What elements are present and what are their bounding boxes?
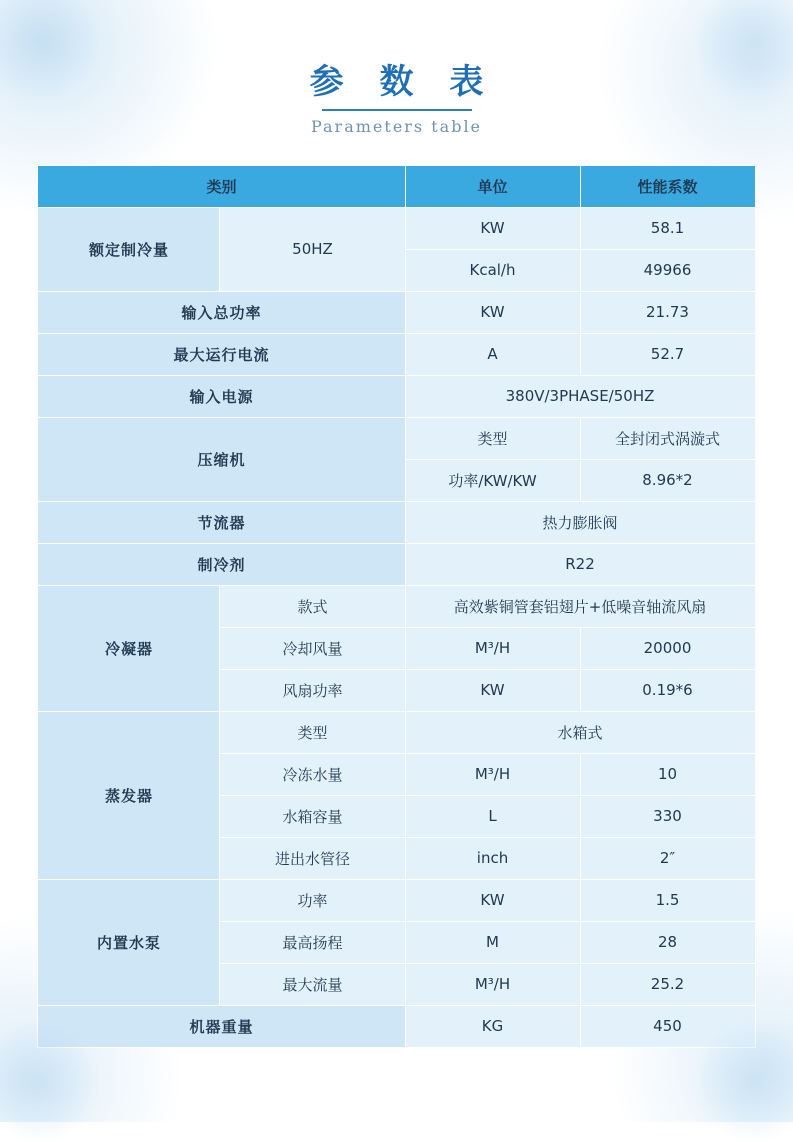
row-value: 380V/3PHASE/50HZ: [405, 375, 755, 417]
page-title-block: [0, 0, 793, 136]
row-unit: KW: [405, 207, 580, 249]
row-value: 2″: [580, 837, 755, 879]
row-unit: M³/H: [405, 753, 580, 795]
row-category: 蒸发器: [38, 711, 220, 879]
row-value: 58.1: [580, 207, 755, 249]
row-value: 330: [580, 795, 755, 837]
row-value: 21.73: [580, 291, 755, 333]
row-value: 20000: [580, 627, 755, 669]
row-category: 内置水泵: [38, 879, 220, 1005]
page-title-cn: 参 数 表: [309, 62, 496, 102]
parameters-table: [37, 165, 755, 1048]
row-subcategory: 最高扬程: [220, 921, 405, 963]
row-subcategory: 风扇功率: [220, 669, 405, 711]
row-unit: 功率/KW/KW: [405, 459, 580, 501]
row-subcategory: 水箱容量: [220, 795, 405, 837]
row-value: 全封闭式涡漩式: [580, 417, 755, 459]
row-unit: A: [405, 333, 580, 375]
row-category: 输入电源: [38, 375, 405, 417]
row-category: 机器重量: [38, 1005, 405, 1047]
row-unit: Kcal/h: [405, 249, 580, 291]
row-unit: KW: [405, 669, 580, 711]
row-unit: KG: [405, 1005, 580, 1047]
row-subcategory: 功率: [220, 879, 405, 921]
row-value: 52.7: [580, 333, 755, 375]
row-subcategory: 冷冻水量: [220, 753, 405, 795]
row-category: 压缩机: [38, 417, 405, 501]
row-category: 额定制冷量: [38, 207, 220, 291]
row-value: 高效紫铜管套铝翅片+低噪音轴流风扇: [405, 585, 755, 627]
row-category: 冷凝器: [38, 585, 220, 711]
row-unit: KW: [405, 879, 580, 921]
row-value: 49966: [580, 249, 755, 291]
table-row: [38, 501, 755, 543]
row-value: 8.96*2: [580, 459, 755, 501]
title-underline: [322, 109, 472, 111]
table-row: [38, 417, 755, 459]
row-category: 制冷剂: [38, 543, 405, 585]
table-row: [38, 585, 755, 627]
header-unit: 单位: [405, 165, 580, 207]
table-header-row: [38, 165, 755, 207]
row-unit: M³/H: [405, 963, 580, 1005]
table-row: [38, 375, 755, 417]
row-unit: L: [405, 795, 580, 837]
header-coefficient: 性能系数: [580, 165, 755, 207]
row-value: 450: [580, 1005, 755, 1047]
row-value: 水箱式: [405, 711, 755, 753]
row-value: 热力膨胀阀: [405, 501, 755, 543]
row-category: 节流器: [38, 501, 405, 543]
row-subcategory: 冷却风量: [220, 627, 405, 669]
row-subcategory: 最大流量: [220, 963, 405, 1005]
row-value: 25.2: [580, 963, 755, 1005]
row-value: R22: [405, 543, 755, 585]
row-subcategory: 进出水管径: [220, 837, 405, 879]
page-title-en: Parameters table: [310, 116, 483, 136]
table-row: [38, 291, 755, 333]
table-row: [38, 879, 755, 921]
row-subcategory: 类型: [220, 711, 405, 753]
table-row: [38, 207, 755, 249]
row-category: 最大运行电流: [38, 333, 405, 375]
row-value: 1.5: [580, 879, 755, 921]
row-value: 28: [580, 921, 755, 963]
table-row: [38, 543, 755, 585]
table-row: [38, 333, 755, 375]
row-subcategory: 50HZ: [220, 207, 405, 291]
row-unit: M³/H: [405, 627, 580, 669]
row-value: 10: [580, 753, 755, 795]
row-unit: 类型: [405, 417, 580, 459]
row-unit: M: [405, 921, 580, 963]
table-row: [38, 711, 755, 753]
row-unit: inch: [405, 837, 580, 879]
table-row: [38, 1005, 755, 1047]
row-category: 输入总功率: [38, 291, 405, 333]
header-category: 类别: [38, 165, 405, 207]
row-unit: KW: [405, 291, 580, 333]
row-value: 0.19*6: [580, 669, 755, 711]
row-subcategory: 款式: [220, 585, 405, 627]
